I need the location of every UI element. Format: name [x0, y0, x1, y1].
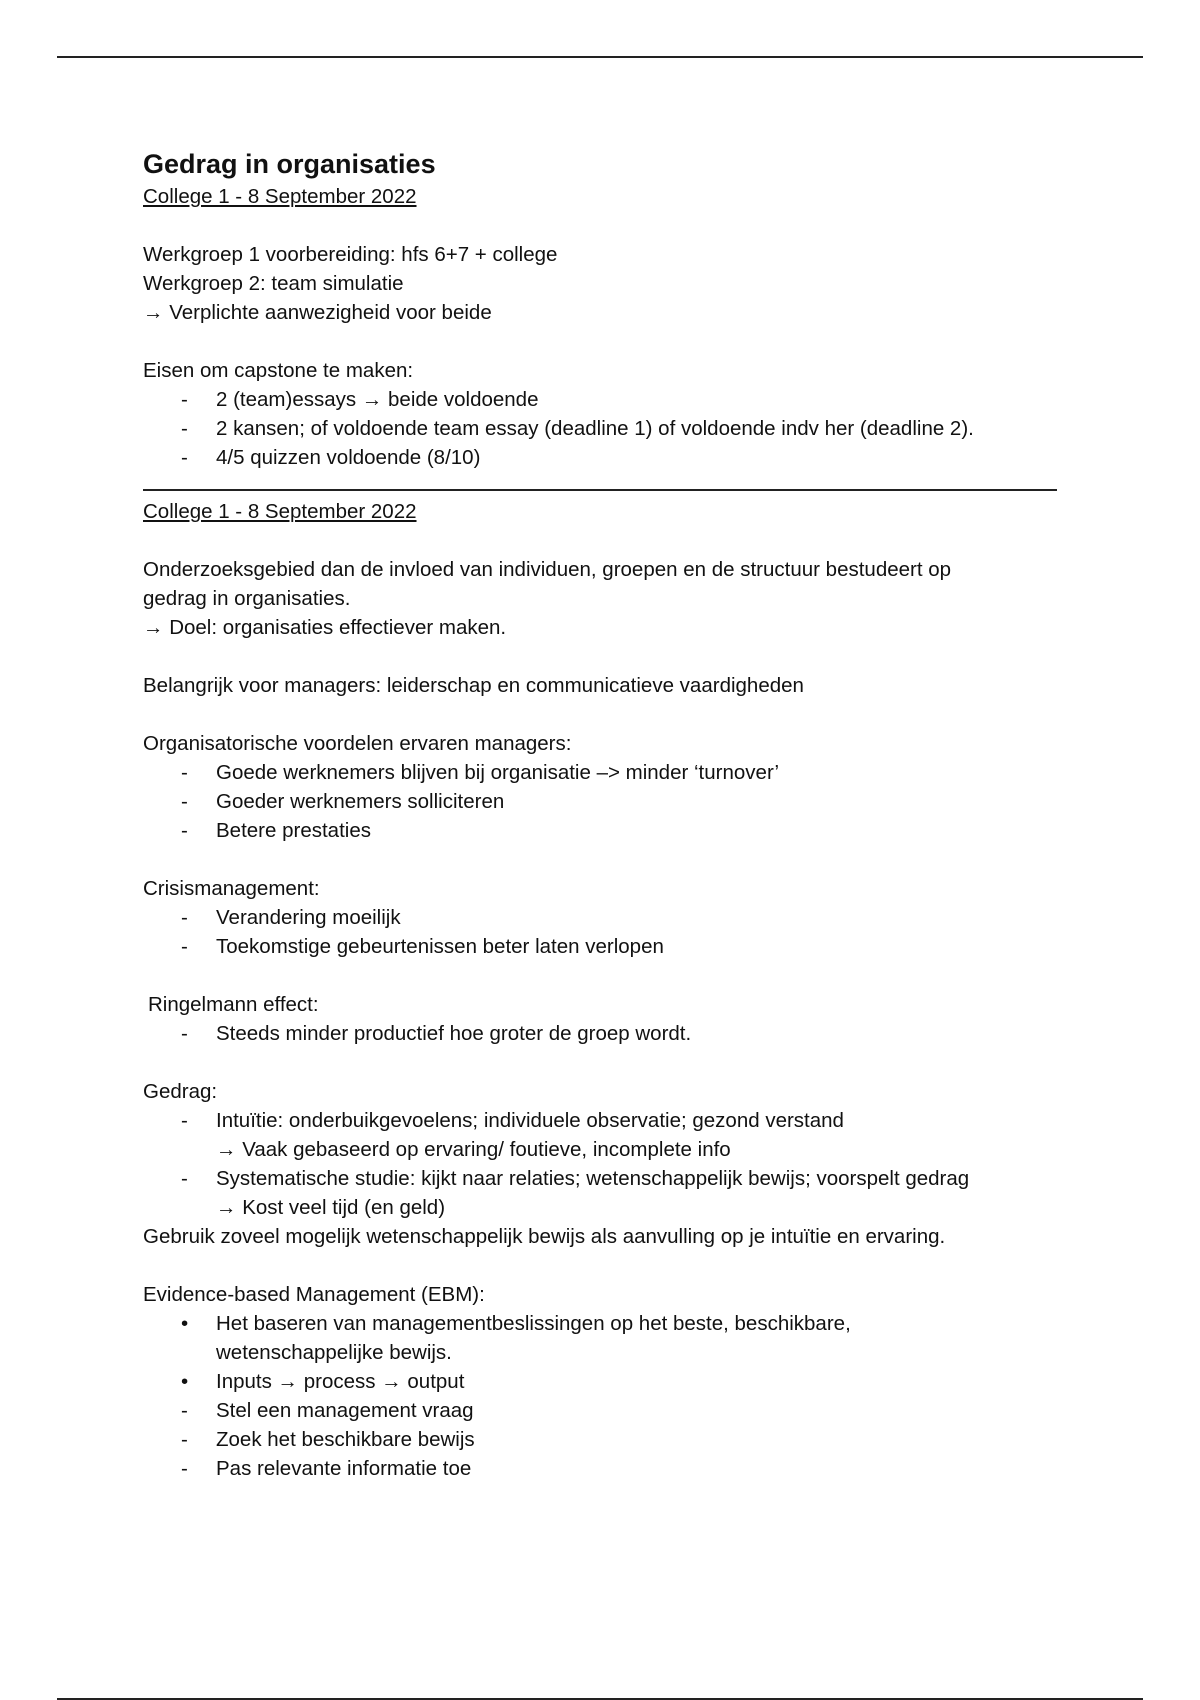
list-item: - 4/5 quizzen voldoende (8/10) [181, 446, 481, 469]
list-item: • Het baseren van managementbeslissingen op het beste, beschikbare, wetenschappelijke bewijs. [181, 1312, 851, 1364]
verplicht-note: → Verplichte aanwezigheid voor beide [143, 301, 492, 324]
gedrag-conclusion: Gebruik zoveel mogelijk wetenschappelijk bewijs als aanvulling op je intuïtie en ervaring. [143, 1225, 946, 1248]
college-heading-1: College 1 - 8 September 2022 [143, 185, 417, 208]
list-item: - Pas relevante informatie toe [181, 1457, 472, 1480]
list-item: - 2 (team)essays → beide voldoende [181, 388, 539, 411]
list-item: - Intuïtie: onderbuikgevoelens; individuele observatie; gezond verstand → Vaak gebaseerd op ervaring/ foutieve, incomplete info [181, 1109, 844, 1161]
ebm-list [143, 1309, 1073, 1483]
voordelen-list [143, 758, 1073, 845]
top-rule [57, 56, 1143, 58]
ringelmann-heading: Ringelmann effect: [148, 993, 319, 1016]
ebm-heading: Evidence-based Management (EBM): [143, 1283, 485, 1306]
ringelmann-list [143, 1019, 1073, 1048]
gedrag-list [143, 1106, 1073, 1222]
list-item: - Goeder werknemers solliciteren [181, 790, 505, 813]
document-body [143, 146, 1073, 1483]
belangrijk-text: Belangrijk voor managers: leiderschap en communicatieve vaardigheden [143, 674, 804, 697]
list-item: - Systematische studie: kijkt naar relaties; wetenschappelijk bewijs; voorspelt gedrag → Kost veel tijd (en geld) [181, 1167, 970, 1219]
section-divider [143, 489, 1057, 491]
werkgroep-2: Werkgroep 2: team simulatie [143, 272, 404, 295]
onderzoek-line-2: gedrag in organisaties. [143, 587, 351, 610]
list-item: - Stel een management vraag [181, 1399, 474, 1422]
onderzoek-line-1: Onderzoeksgebied dan de invloed van individuen, groepen en de structuur bestudeert op [143, 558, 952, 581]
list-item: - Goede werknemers blijven bij organisatie –> minder ‘turnover’ [181, 761, 780, 784]
list-item: • Inputs → process → output [181, 1370, 465, 1393]
gedrag-heading: Gedrag: [143, 1080, 218, 1103]
werkgroep-1: Werkgroep 1 voorbereiding: hfs 6+7 + college [143, 243, 558, 266]
doel-note: → Doel: organisaties effectiever maken. [143, 616, 507, 639]
list-item: - Betere prestaties [181, 819, 371, 842]
list-item: - Verandering moeilijk [181, 906, 401, 929]
college-heading-2: College 1 - 8 September 2022 [143, 500, 417, 523]
crisis-heading: Crisismanagement: [143, 877, 320, 900]
list-item: - Zoek het beschikbare bewijs [181, 1428, 475, 1451]
voordelen-heading: Organisatorische voordelen ervaren managers: [143, 732, 572, 755]
crisis-list [143, 903, 1073, 961]
page-title: Gedrag in organisaties [143, 149, 436, 179]
eisen-heading: Eisen om capstone te maken: [143, 359, 414, 382]
list-item: - 2 kansen; of voldoende team essay (deadline 1) of voldoende indv her (deadline 2). [181, 417, 974, 440]
list-item: - Steeds minder productief hoe groter de groep wordt. [181, 1022, 692, 1045]
eisen-list [143, 385, 1073, 472]
list-item: - Toekomstige gebeurtenissen beter laten verlopen [181, 935, 664, 958]
